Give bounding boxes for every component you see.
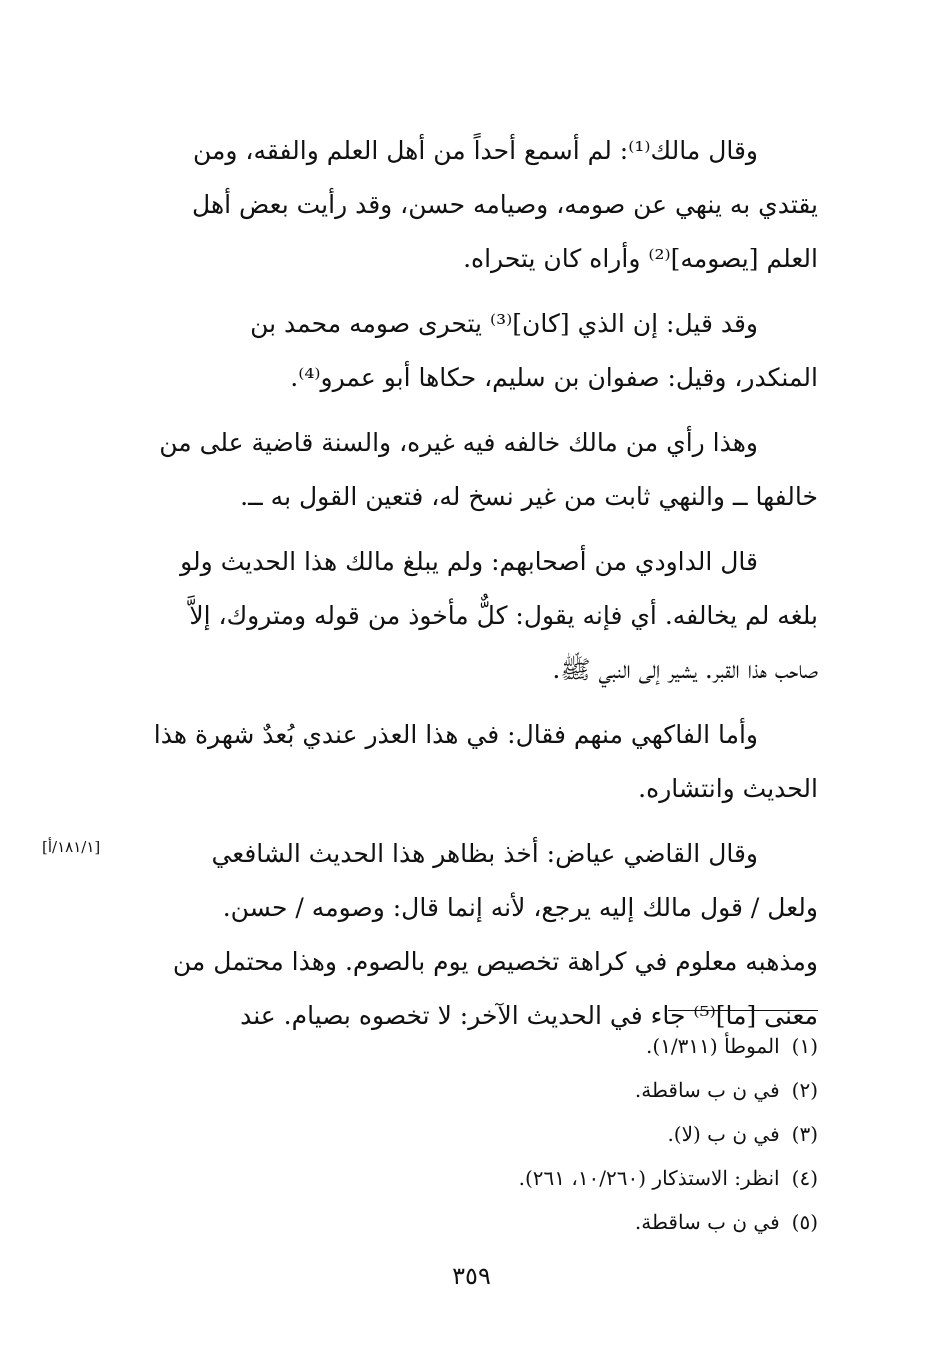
footnote-number: (١): [791, 1034, 818, 1058]
footnote-text: في ن ب ساقطة.: [634, 1078, 780, 1102]
footnote-item: [300, 1024, 818, 1068]
text-line: ولعل / قول مالك إليه يرجع، لأنه إنما قال: وصومه / حسن.: [222, 893, 818, 922]
footnote-number: (٤): [791, 1166, 818, 1190]
text-line: معنى [ما]⁽⁵⁾ جاء في الحديث الآخر: لا تخصوه بصيام. عند: [240, 1001, 818, 1030]
footnote-text: انظر: الاستذكار (١٠/٢٦٠، ٢٦١).: [518, 1166, 780, 1190]
footnote-text: في ن ب (لا).: [667, 1122, 780, 1146]
footnotes: [300, 1024, 818, 1244]
text-line: قال الداودي من أصحابهم: ولم يبلغ مالك هذا الحديث ولو: [180, 547, 758, 576]
text-line: وقد قيل: إن الذي [كان]⁽³⁾ يتحرى صومه محمد بن: [250, 309, 758, 338]
text-line: العلم [يصومه]⁽²⁾ وأراه كان يتحراه.: [463, 244, 818, 273]
paragraph-5: [150, 708, 818, 816]
footnote-number: (٢): [791, 1078, 818, 1102]
paragraph-4: [150, 535, 818, 697]
footnote-text: في ن ب ساقطة.: [634, 1210, 780, 1234]
text-line: الحديث وانتشاره.: [638, 774, 818, 803]
footnote-number: (٥): [791, 1210, 818, 1234]
footnote-item: [300, 1112, 818, 1156]
text-line: بلغه لم يخالفه. أي فإنه يقول: كلٌّ مأخوذ من قوله ومتروك، إلاَّ: [189, 601, 818, 630]
text-line: وقال مالك⁽¹⁾: لم أسمع أحداً من أهل العلم والفقه، ومن: [192, 136, 758, 165]
footnote-number: (٣): [791, 1122, 818, 1146]
footnote-item: [300, 1156, 818, 1200]
footnote-text: الموطأ (١/٣١١).: [646, 1034, 780, 1058]
text-line: خالفها ــ والنهي ثابت من غير نسخ له، فتعين القول به ــ.: [240, 482, 818, 511]
text-line: صاحب هذا القبر. يشير إلى النبي ﷺ.: [552, 655, 818, 684]
text-line: ومذهبه معلوم في كراهة تخصيص يوم بالصوم. وهذا محتمل من: [172, 947, 818, 976]
footnote-item: [300, 1068, 818, 1112]
text-line: وقال القاضي عياض: أخذ بظاهر هذا الحديث الشافعي: [211, 839, 758, 868]
paragraph-3: [150, 416, 818, 524]
manuscript-folio-reference: [١٨١/١/أ]: [42, 838, 101, 856]
text-line: وأما الفاكهي منهم فقال: في هذا العذر عندي بُعدٌ شهرة هذا: [153, 720, 758, 749]
paragraph-1: [150, 124, 818, 286]
page-number: ٣٥٩: [452, 1262, 491, 1290]
text-line: المنكدر، وقيل: صفوان بن سليم، حكاها أبو عمرو⁽⁴⁾.: [290, 363, 818, 392]
text-line: وهذا رأي من مالك خالفه فيه غيره، والسنة قاضية على من: [159, 428, 758, 457]
text-line: يقتدي به ينهي عن صومه، وصيامه حسن، وقد رأيت بعض أهل: [192, 190, 818, 219]
paragraph-2: [150, 297, 818, 405]
footnote-item: [300, 1200, 818, 1244]
main-text: [150, 124, 818, 1054]
footnote-separator: [668, 1010, 818, 1011]
